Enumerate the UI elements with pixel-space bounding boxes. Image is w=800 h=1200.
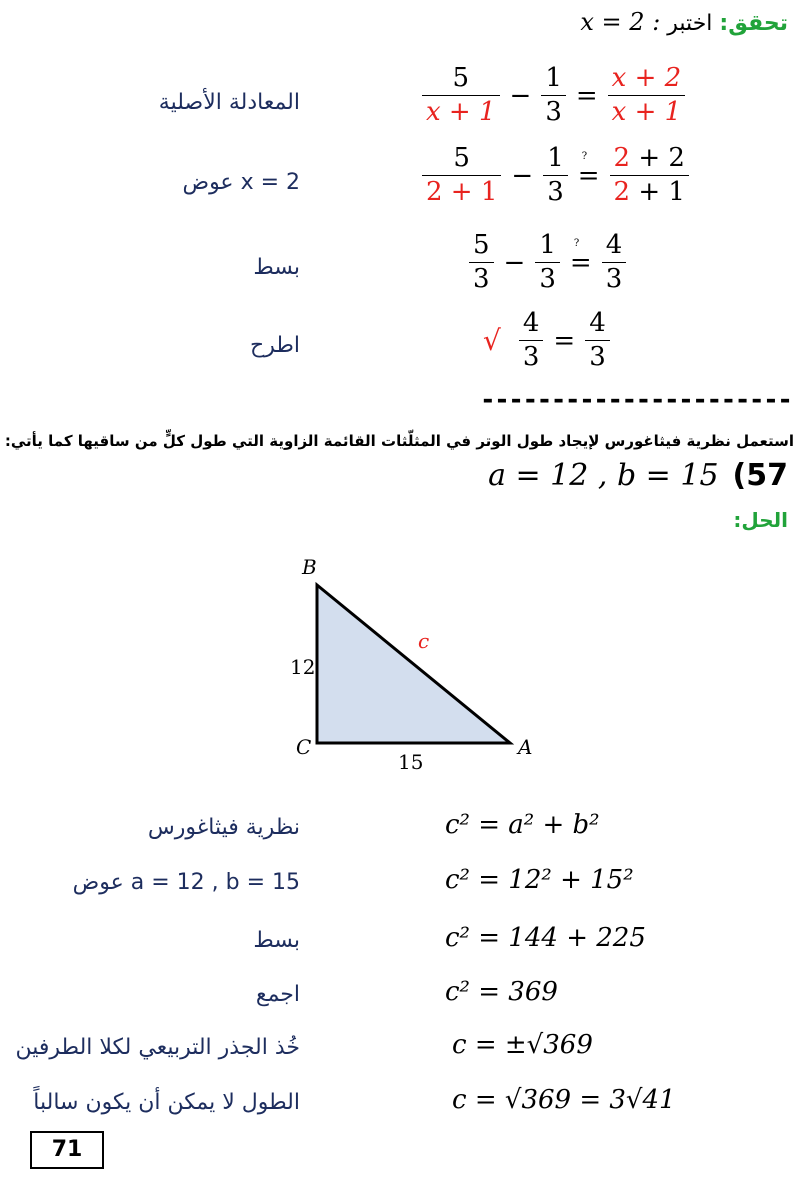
- hypotenuse-label: c: [418, 629, 430, 653]
- check-text: اختبر: [667, 11, 713, 36]
- check-mark-icon: √: [483, 324, 501, 358]
- step-label-2: a = 12 , b = 15 عوض: [72, 870, 300, 895]
- vertex-c-label: C: [296, 735, 312, 759]
- check-value: x = 2 :: [580, 8, 661, 36]
- check-label: تحقق:: [719, 11, 788, 36]
- verify-eq-3: $\frac{5}{3}$ − $\frac{1}{3}$ ? = $\frac{4}{3}$: [465, 232, 630, 294]
- instruction: [0, 432, 794, 450]
- verify-eq-2: $\frac{5}{2 + 1}$ − $\frac{1}{3}$ ? = $\frac{2 + 2}{2 + 1}$: [418, 145, 693, 207]
- verify-label-substitute: x = 2 عوض: [182, 170, 300, 195]
- check-line: [580, 8, 788, 36]
- vertex-a-label: A: [518, 735, 533, 759]
- vertex-b-label: B: [302, 555, 317, 579]
- triangle-shape: [317, 585, 510, 743]
- verify-label-original: المعادلة الأصلية: [158, 90, 300, 115]
- step-label-3: بسط: [253, 928, 300, 953]
- step-math-5: c = ±√369: [452, 1030, 593, 1060]
- side-b-label: 15: [398, 750, 424, 774]
- step-math-1: c² = a² + b²: [445, 810, 600, 840]
- verify-eq-1: $\frac{5}{x + 1}$ − $\frac{1}{3}$ = $\frac{x + 2}{x + 1}$: [418, 65, 689, 127]
- dashed-divider: ----------------------: [480, 385, 792, 415]
- step-math-6: c = √369 = 3√41: [452, 1085, 676, 1115]
- problem-line: [488, 458, 788, 493]
- step-math-2: c² = 12² + 15²: [445, 865, 634, 895]
- verify-label-subtract: اطرح: [250, 333, 300, 358]
- problem-given: a = 12 , b = 15: [488, 458, 719, 493]
- step-label-5: خُذ الجذر التربيعي لكلا الطرفين: [15, 1035, 300, 1060]
- step-math-3: c² = 144 + 225: [445, 923, 646, 953]
- problem-number: 57): [732, 458, 788, 493]
- step-label-4: اجمع: [255, 982, 300, 1007]
- step-label-6: الطول لا يمكن أن يكون سالباً: [33, 1090, 300, 1115]
- step-label-1: نظرية فيثاغورس: [147, 815, 300, 840]
- right-triangle-diagram: [280, 550, 550, 780]
- step-math-4: c² = 369: [445, 977, 558, 1007]
- side-a-label: 12: [290, 655, 316, 679]
- solution-label: الحل:: [733, 508, 788, 532]
- page-number: 71: [30, 1131, 104, 1169]
- verify-label-simplify: بسط: [253, 255, 300, 280]
- instruction-text: استعمل نظرية فيثاغورس لإيجاد طول الوتر في المثلّثات القائمة الزاوية التي طول كلٍّ من ساقيها كما يأتي:: [4, 432, 794, 450]
- verify-eq-4: √ $\frac{4}{3}$ = $\frac{4}{3}$: [483, 310, 614, 372]
